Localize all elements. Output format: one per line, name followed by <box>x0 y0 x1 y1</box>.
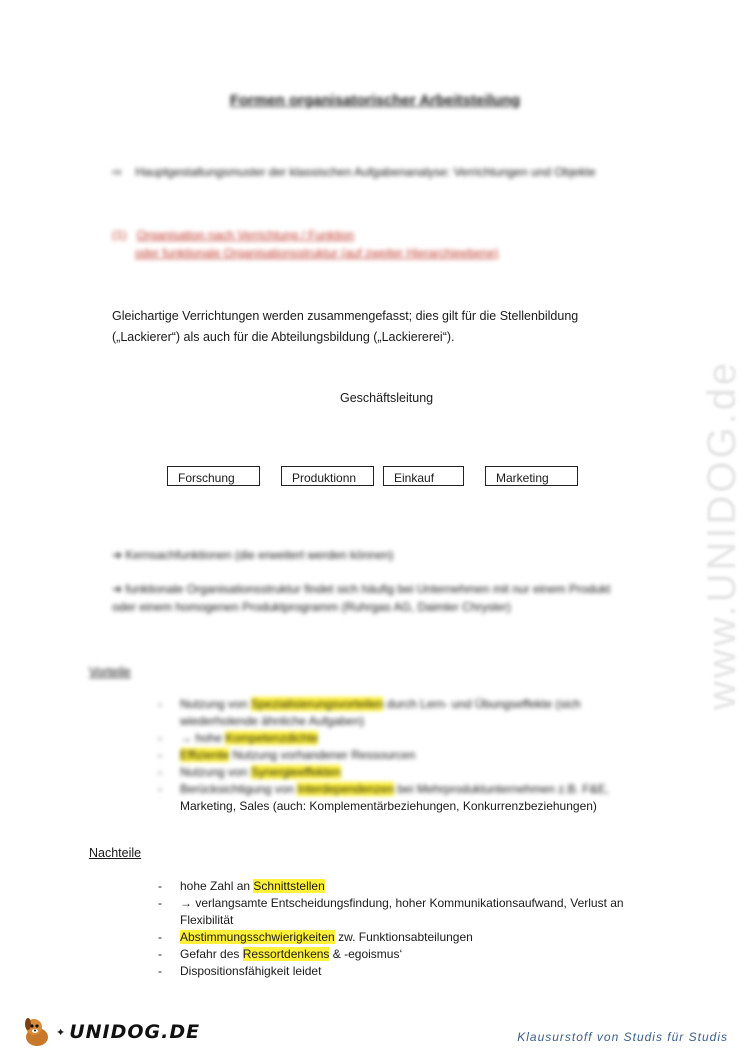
org-box-produktion: Produktionn <box>281 466 374 486</box>
section1-subheading: oder funktionale Organisationsstruktur (auf zweiter Hierarchieebene) <box>135 246 499 260</box>
list-item: Marketing, Sales (auch: Komplementärbeziehungen, Konkurrenzbeziehungen) <box>180 799 597 813</box>
list-item: - → verlangsamte Entscheidungsfindung, hoher Kommunikationsaufwand, Verlust an <box>158 896 624 910</box>
watermark-text: www.UNIDOG.de <box>700 359 744 710</box>
arrow-icon: ➔ <box>112 582 126 596</box>
list-item: - Berücksichtigung von Interdependenzen bei Mehrproduktunternehmen z.B. F&E, <box>158 782 609 796</box>
nachteile-heading: Nachteile <box>89 846 142 860</box>
paragraph-line: Gleichartige Verrichtungen werden zusammengefasst; dies gilt für die Stellenbildung <box>112 309 579 323</box>
list-item: - Nutzung von Synergieeffekten <box>158 765 341 779</box>
note-line: ➔ funktionale Organisationsstruktur findet sich häufig bei Unternehmen mit nur einem Produkt <box>112 582 611 596</box>
list-item: - hohe Zahl an Schnittstellen <box>158 879 325 893</box>
footer-slogan: Klausurstoff von Studis für Studis <box>517 1030 728 1044</box>
list-item: - Gefahr des Ressortdenkens & -egoismus‘ <box>158 947 403 961</box>
paw-icon: ✦ <box>56 1026 66 1039</box>
list-item: - Dispositionsfähigkeit leidet <box>158 964 322 978</box>
vorteile-list <box>158 696 660 815</box>
section1-heading: (1) Organisation nach Verrichtung / Funktion <box>112 228 355 242</box>
list-item: - Nutzung von Spezialisierungsvorteilen durch Lern- und Übungseffekte (sich <box>158 697 581 711</box>
vorteile-heading: Vorteile <box>89 665 131 679</box>
body-paragraph <box>112 306 652 348</box>
note-line: ➔ Kernsachfunktionen (die erweitert werden können) <box>112 548 394 562</box>
dog-icon <box>20 1015 54 1049</box>
list-item: - Abstimmungsschwierigkeiten zw. Funktionsabteilungen <box>158 930 473 944</box>
nachteile-list <box>158 878 660 980</box>
org-chart-root: Geschäftsleitung <box>340 391 434 405</box>
unidog-logo <box>20 1015 200 1049</box>
list-item: Flexibilität <box>180 913 234 927</box>
org-box-forschung: Forschung <box>167 466 260 486</box>
list-item: wiederholende ähnliche Aufgaben) <box>180 714 365 728</box>
org-box-marketing: Marketing <box>485 466 578 486</box>
paragraph-line: („Lackierer“) als auch für die Abteilungsbildung („Lackiererei“). <box>112 330 455 344</box>
org-box-einkauf: Einkauf <box>383 466 464 486</box>
logo-text: UNIDOG.DE <box>69 1021 201 1043</box>
arrow-icon: ➔ <box>112 548 126 562</box>
note-line: oder einem homogenen Produktprogramm (Ruhrgas AG, Daimler Chrysler) <box>112 600 511 614</box>
page-title: Formen organisatorischer Arbeitsteilung <box>229 92 521 109</box>
intro-line: ⇨ Hauptgestaltungsmuster der klassischen Aufgabenanalyse: Verrichtungen und Objekte <box>112 165 596 179</box>
list-item: - → hohe Kompetenzdichte <box>158 731 319 745</box>
arrow-icon: ⇨ <box>112 165 136 179</box>
list-item: - Effiziente Nutzung vorhandener Ressourcen <box>158 748 416 762</box>
